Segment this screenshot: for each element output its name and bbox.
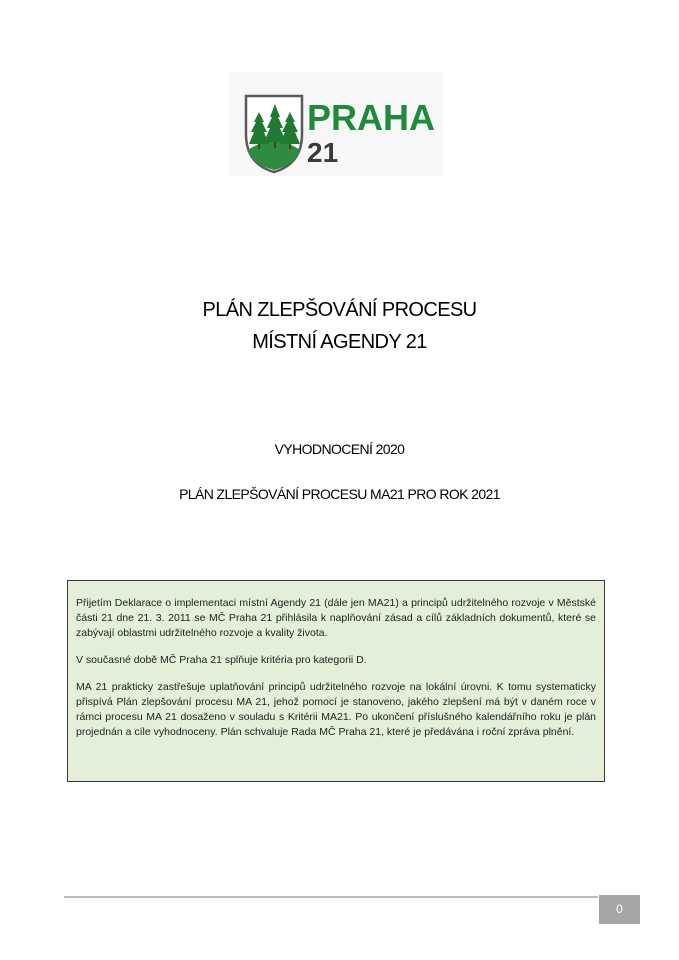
subtitle-plan: PLÁN ZLEPŠOVÁNÍ PROCESU MA21 PRO ROK 2021 [179, 486, 500, 502]
logo-word: PRAHA [307, 97, 436, 138]
intro-paragraph: MA 21 prakticky zastřešuje uplatňování principů udržitelného rozvoje na lokální úrovni. K tomu systematicky přispívá Plán zlepšování procesu MA 21, jehož pomocí je stanoveno, jakého zlepšení má být v daném roce v rámci procesu MA 21 dosaženo v souladu s Kritérii MA21. Po ukončení příslušného kalendářního roku je plán projednán a cíle vyhodnoceny. Plán schvaluje Rada MČ Praha 21, které je předávána i roční zpráva plnění. [76, 681, 596, 738]
document-title-line-1: PLÁN ZLEPŠOVÁNÍ PROCESU [202, 299, 477, 321]
intro-box [67, 580, 605, 782]
logo-graphic [229, 72, 443, 176]
document-title-line-2: MÍSTNÍ AGENDY 21 [252, 331, 427, 353]
intro-paragraph: Přijetím Deklarace o implementaci místní Agendy 21 (dále jen MA21) a principů udržitelného rozvoje v Městské části 21 dne 21. 3. 2011 se MČ Praha 21 přihlásila k naplňování zásad a cílů základních dokumentů, které se zabývají oblastmi udržitelného rozvoje a kvality života. [76, 597, 596, 639]
subtitle-evaluation: VYHODNOCENÍ 2020 [274, 441, 405, 457]
intro-paragraph: V současné době MČ Praha 21 splňuje kritéria pro kategorii D. [76, 654, 367, 666]
page-number: 0 [599, 895, 640, 924]
logo-number: 21 [307, 137, 339, 168]
footer-divider [64, 896, 598, 898]
praha-21-logo [229, 72, 443, 176]
